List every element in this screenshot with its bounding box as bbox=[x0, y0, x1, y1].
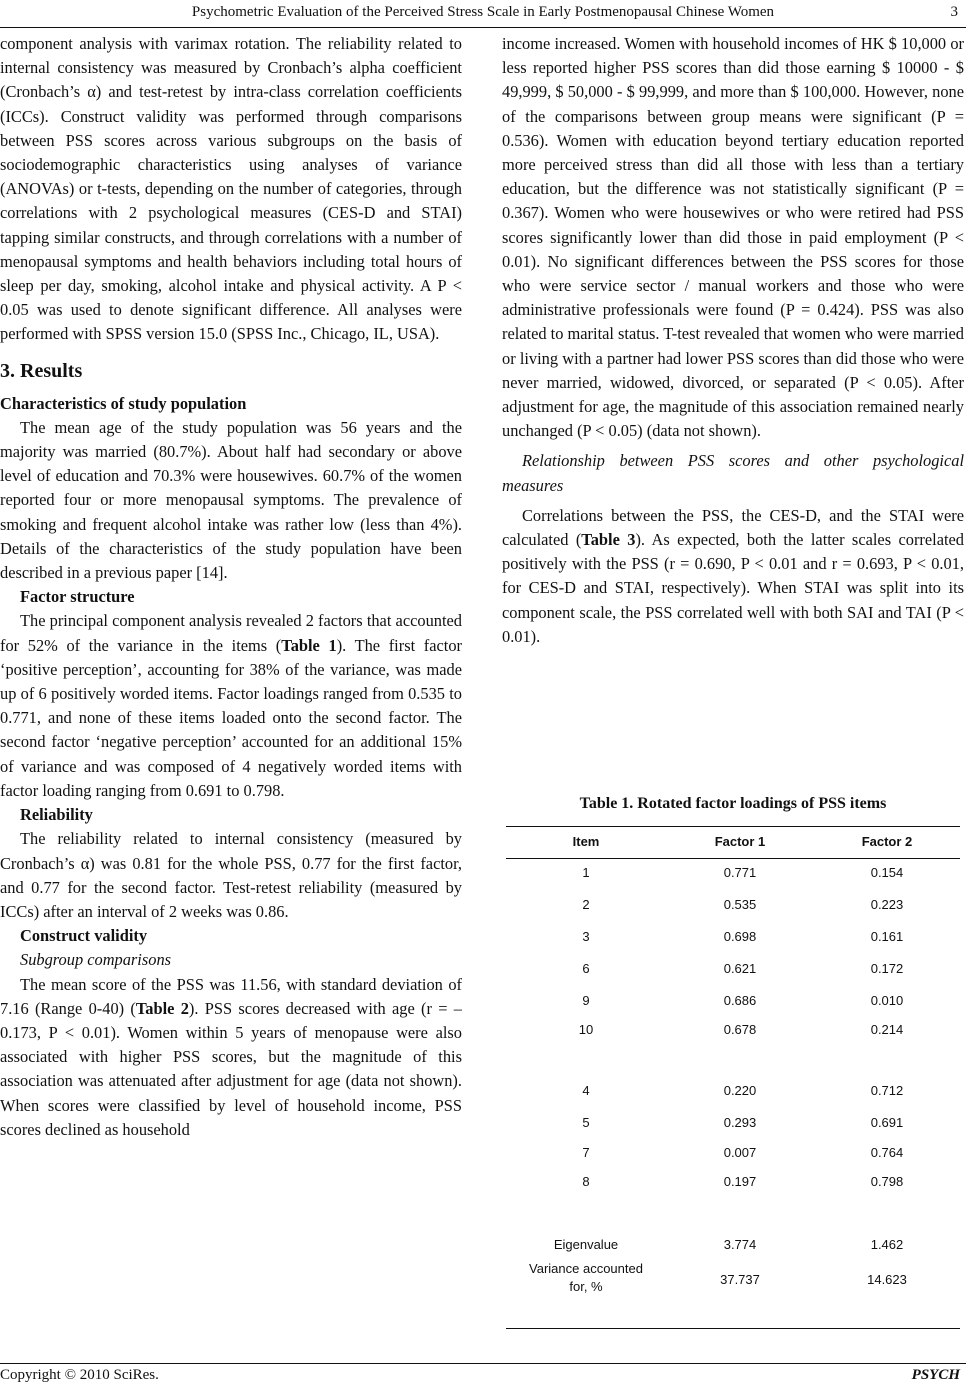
cell-factor1: 0.197 bbox=[723, 1174, 757, 1189]
table1-ref-link[interactable]: Table 1 bbox=[281, 635, 337, 655]
copyright-notice: Copyright © 2010 SciRes. bbox=[0, 1367, 159, 1383]
table3-ref-link[interactable]: Table 3 bbox=[581, 530, 636, 550]
variance-label: Variance accounted for, % bbox=[529, 1261, 643, 1294]
table-header-rule bbox=[506, 858, 960, 859]
header-item: Item bbox=[572, 834, 600, 849]
table-row bbox=[506, 1113, 960, 1133]
cell-item: 8 bbox=[582, 1174, 590, 1189]
cell-factor2: 0.798 bbox=[870, 1174, 904, 1189]
factor-text-b: ). The first factor ‘positive perception’, accounting for 38% of the variance, was made up of 6 positively worded items. Factor loadings ranged from 0.535 to 0.771, and none of these items loaded onto the second factor. The second factor ‘negative perception’ accounted for an additional 15% of variance and was composed of 4 negatively worded items with factor loading ranging from 0.691 to 0.798. bbox=[0, 635, 462, 800]
running-title: Psychometric Evaluation of the Perceived Stress Scale in Early Postmenopausal Chinese Women bbox=[191, 4, 775, 20]
subgroup-text-b: ). PSS scores decreased with age (r = –0.173, P < 0.01). Women within 5 years of menopause were also associated with higher PSS scores, but the magnitude of this association was attenuated after adjustment for age (data not shown). When scores were classified by level of household income, PSS scores declined as household bbox=[0, 998, 462, 1139]
cell-factor2: 0.223 bbox=[870, 897, 904, 912]
cell-factor1: 0.771 bbox=[723, 865, 757, 880]
header-rule bbox=[0, 27, 966, 28]
corr-text-b: ). As expected, both the latter scales correlated positively with the PSS (r = 0.690, P < 0.01 and r = 0.693, P < 0.01, for CES-D and STAI, respectively). When STAI was split into its component scale, the PSS correlated well with both SAI and TAI (P < 0.01). bbox=[502, 530, 964, 646]
cell-item: 6 bbox=[582, 961, 590, 976]
cell-factor2: 0.712 bbox=[870, 1083, 904, 1098]
table-row bbox=[506, 1020, 960, 1040]
variance-factor1: 37.737 bbox=[720, 1272, 760, 1287]
cell-factor1: 0.535 bbox=[723, 897, 757, 912]
subgroup-paragraph bbox=[0, 973, 462, 1142]
page-footer bbox=[0, 1366, 966, 1386]
cell-factor2: 0.214 bbox=[870, 1022, 904, 1037]
cell-item: 9 bbox=[582, 993, 590, 1008]
corr-text-a: Correlations between the PSS, the CES-D, and the STAI were calculated ( bbox=[502, 505, 964, 550]
table-row bbox=[506, 895, 960, 915]
table-bottom-rule bbox=[506, 1328, 960, 1329]
header-factor1: Factor 1 bbox=[714, 834, 766, 849]
cell-factor1: 0.007 bbox=[723, 1145, 757, 1160]
table-row bbox=[506, 863, 960, 883]
cell-item: 1 bbox=[582, 865, 590, 880]
journal-name: PSYCH bbox=[911, 1367, 960, 1383]
table-top-rule bbox=[506, 826, 960, 827]
cell-item: 2 bbox=[582, 897, 590, 912]
factor-structure-paragraph bbox=[0, 609, 462, 803]
cell-factor2: 0.154 bbox=[870, 865, 904, 880]
cell-factor1: 0.293 bbox=[723, 1115, 757, 1130]
subgroup-text-a: The mean score of the PSS was 11.56, with standard deviation of 7.16 (Range 0-40) ( bbox=[0, 974, 462, 1018]
factor-structure-heading: Factor structure bbox=[20, 587, 135, 607]
variance-factor2: 14.623 bbox=[867, 1272, 907, 1287]
income-paragraph: income increased. Women with household incomes of HK $ 10,000 or less reported higher PSS scores than did those earning $ 10000 - $ 49,999, $ 50,000 - $ 99,999, and more than $ 100,000. However, none of the comparisons between group means were significant (P = 0.536). Women with education beyond tertiary education reported more perceived stress than did all those with less than a tertiary education, but the difference was not statistically significant (P = 0.367). Women who were housewives or who were retired had PSS scores significantly lower than did those in paid employment (P < 0.01). No significant differences between the PSS scores for those who were service sector / manual workers and those who were administrative professionals were found (P = 0.424). PSS was also related to marital status. T-test revealed that women who were married or living with a partner had lower PSS scores than did those who were never married, widowed, divorced, or separated (P < 0.05). After adjustment for age, the magnitude of this association remained nearly unchanged (P < 0.05) (data not shown). bbox=[502, 34, 964, 441]
cell-factor1: 0.686 bbox=[723, 993, 757, 1008]
table-row bbox=[506, 991, 960, 1011]
eigenvalue-row bbox=[506, 1235, 960, 1255]
eigenvalue-label: Eigenvalue bbox=[553, 1237, 619, 1252]
cell-factor1: 0.698 bbox=[723, 929, 757, 944]
results-heading: 3. Results bbox=[0, 359, 83, 382]
header-factor2: Factor 2 bbox=[861, 834, 913, 849]
table1-caption: Table 1. Rotated factor loadings of PSS items bbox=[579, 795, 887, 812]
eigenvalue-factor1: 3.774 bbox=[723, 1237, 757, 1252]
cell-item: 5 bbox=[582, 1115, 590, 1130]
cell-item: 4 bbox=[582, 1083, 590, 1098]
cell-item: 7 bbox=[582, 1145, 590, 1160]
cell-factor2: 0.172 bbox=[870, 961, 904, 976]
running-header bbox=[0, 2, 966, 24]
factor-text-a: The principal component analysis revealed 2 factors that accounted for 52% of the variance in the items ( bbox=[0, 611, 462, 655]
table-row bbox=[506, 927, 960, 947]
cell-factor2: 0.010 bbox=[870, 993, 904, 1008]
variance-row bbox=[506, 1260, 960, 1300]
page-number: 3 bbox=[950, 4, 958, 20]
table-row bbox=[506, 959, 960, 979]
table-header-row bbox=[506, 832, 960, 852]
table2-ref-link[interactable]: Table 2 bbox=[135, 998, 189, 1018]
table-row bbox=[506, 1172, 960, 1192]
cell-factor1: 0.678 bbox=[723, 1022, 757, 1037]
methods-paragraph: component analysis with varimax rotation. The reliability related to internal consistency was measured by Cronbach’s alpha coefficient (Cronbach’s α) and test-retest by intra-class correlation coefficients (ICCs). Construct validity was performed through comparisons between PSS scores across various subgroups on the basis of sociodemographic characteristics using analyses of variance (ANOVAs) or t-tests, depending on the number of categories, through correlations with 2 psychological measures (CES-D and STAI) tapping similar constructs, and through correlations with a number of menopausal symptoms and health behaviors including total hours of sleep per day, smoking, alcohol intake and physical activity. A P < 0.05 was used to denote significant difference. All analyses were performed with SPSS version 15.0 (SPSS Inc., Chicago, IL, USA). bbox=[0, 34, 462, 344]
table-row bbox=[506, 1081, 960, 1101]
cell-factor1: 0.621 bbox=[723, 961, 757, 976]
table-row bbox=[506, 1143, 960, 1163]
cell-factor1: 0.220 bbox=[723, 1083, 757, 1098]
right-column bbox=[502, 32, 964, 649]
characteristics-paragraph: The mean age of the study population was 56 years and the majority was married (80.7%). About half had secondary or above level of education and 70.3% were housewives. 60.7% of the women reported four or more menopausal symptoms. The prevalence of smoking and frequent alcohol intake was rather low (less than 4%). Details of the characteristics of the study population have been described in a previous paper [14]. bbox=[0, 417, 462, 583]
cell-item: 10 bbox=[578, 1022, 594, 1037]
subgroup-heading: Subgroup comparisons bbox=[20, 950, 172, 970]
cell-item: 3 bbox=[582, 929, 590, 944]
reliability-paragraph: The reliability related to internal consistency (measured by Cronbach’s α) was 0.81 for the whole PSS, 0.77 for the first factor, and 0.77 for the second factor. Test-retest reliability (measured by ICCs) after an interval of 2 weeks was 0.86. bbox=[0, 829, 462, 921]
cell-factor2: 0.691 bbox=[870, 1115, 904, 1130]
relationship-heading: Relationship between PSS scores and other psychological measures bbox=[502, 451, 964, 495]
cell-factor2: 0.161 bbox=[870, 929, 904, 944]
footer-rule bbox=[0, 1363, 966, 1364]
cell-factor2: 0.764 bbox=[870, 1145, 904, 1160]
left-column bbox=[0, 32, 462, 1142]
correlation-paragraph bbox=[502, 504, 964, 649]
construct-validity-heading: Construct validity bbox=[20, 926, 148, 946]
characteristics-heading: Characteristics of study population bbox=[0, 393, 247, 413]
reliability-heading: Reliability bbox=[20, 805, 93, 825]
eigenvalue-factor2: 1.462 bbox=[870, 1237, 904, 1252]
